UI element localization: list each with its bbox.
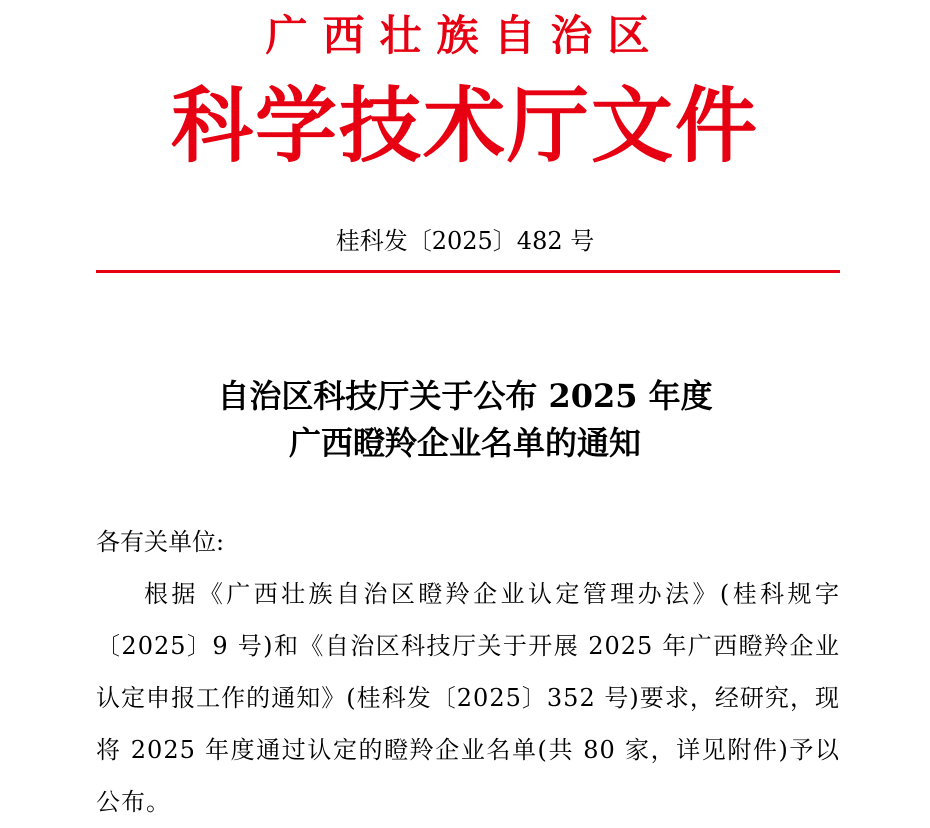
document-title-line2: 广西瞪羚企业名单的通知 (288, 424, 641, 462)
salutation: 各有关单位: (96, 528, 225, 556)
body-paragraph: 根据《广西壮族自治区瞪羚企业认定管理办法》(桂科规字〔2025〕9 号)和《自治区科技厅关于开展 2025 年广西瞪羚企业认定申报工作的通知》(桂科发〔2025〕352 号)要求，经研究，现将 2025 年度通过认定的瞪羚企业名单(共 80 家，详见附件)予以公布。 (96, 580, 840, 816)
header-line1: 广西壮族自治区 (265, 11, 665, 60)
red-divider-line (96, 270, 840, 273)
document-title-line1: 自治区科技厅关于公布 2025 年度 (217, 377, 713, 415)
document-number: 桂科发〔2025〕482 号 (335, 227, 595, 255)
header-line2: 科学技术厅文件 (170, 78, 759, 174)
